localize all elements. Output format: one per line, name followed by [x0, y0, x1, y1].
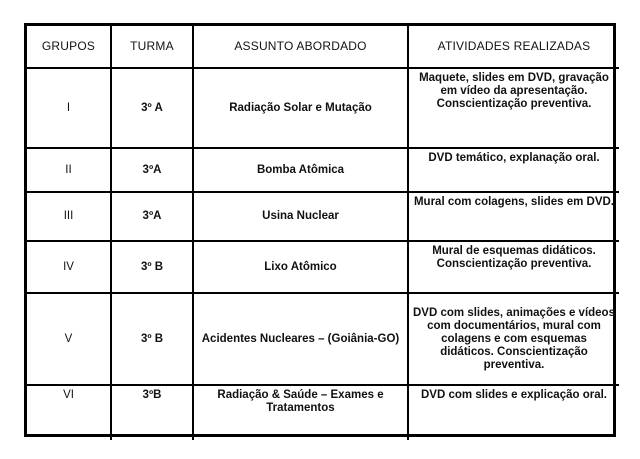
row-5-assunto: Acidentes Nucleares – (Goiânia-GO)	[194, 294, 409, 386]
row-3-assunto: Usina Nuclear	[194, 193, 409, 242]
row-6-grupo: VI	[27, 386, 112, 440]
row-1-atividades: Maquete, slides em DVD, gravação em vídeo da apresentação. Conscientização preventiva.	[409, 69, 619, 149]
row-4-assunto: Lixo Atômico	[194, 242, 409, 294]
row-3-turma: 3ºA	[112, 193, 194, 242]
row-2-grupo: II	[27, 149, 112, 193]
row-1-turma: 3º A	[112, 69, 194, 149]
header-grupos: GRUPOS	[27, 26, 112, 69]
row-2-turma: 3ºA	[112, 149, 194, 193]
row-1-grupo: I	[27, 69, 112, 149]
row-2-atividades: DVD temático, explanação oral.	[409, 149, 619, 193]
row-4-grupo: IV	[27, 242, 112, 294]
header-atividades: ATIVIDADES REALIZADAS	[409, 26, 619, 69]
row-6-atividades: DVD com slides e explicação oral.	[421, 389, 607, 401]
row-1-assunto: Radiação Solar e Mutação	[194, 69, 409, 149]
row-4-turma: 3º B	[112, 242, 194, 294]
row-6-turma: 3ºB	[112, 386, 194, 440]
row-3-grupo: III	[27, 193, 112, 242]
row-5-atividades: DVD com slides, animações e vídeos com documentários, mural com colagens e com esquemas didáticos. Conscientização preventiva.	[409, 294, 619, 386]
activities-table	[24, 23, 616, 437]
row-2-assunto: Bomba Atômica	[194, 149, 409, 193]
header-assunto: ASSUNTO ABORDADO	[194, 26, 409, 69]
row-5-turma: 3º B	[112, 294, 194, 386]
row-6-assunto: Radiação & Saúde – Exames e Tratamentos	[194, 386, 409, 440]
row-5-grupo: V	[27, 294, 112, 386]
row-4-atividades: Mural de esquemas didáticos. Conscientização preventiva.	[409, 242, 619, 294]
header-turma: TURMA	[112, 26, 194, 69]
row-3-atividades: Mural com colagens, slides em DVD.	[409, 193, 619, 242]
